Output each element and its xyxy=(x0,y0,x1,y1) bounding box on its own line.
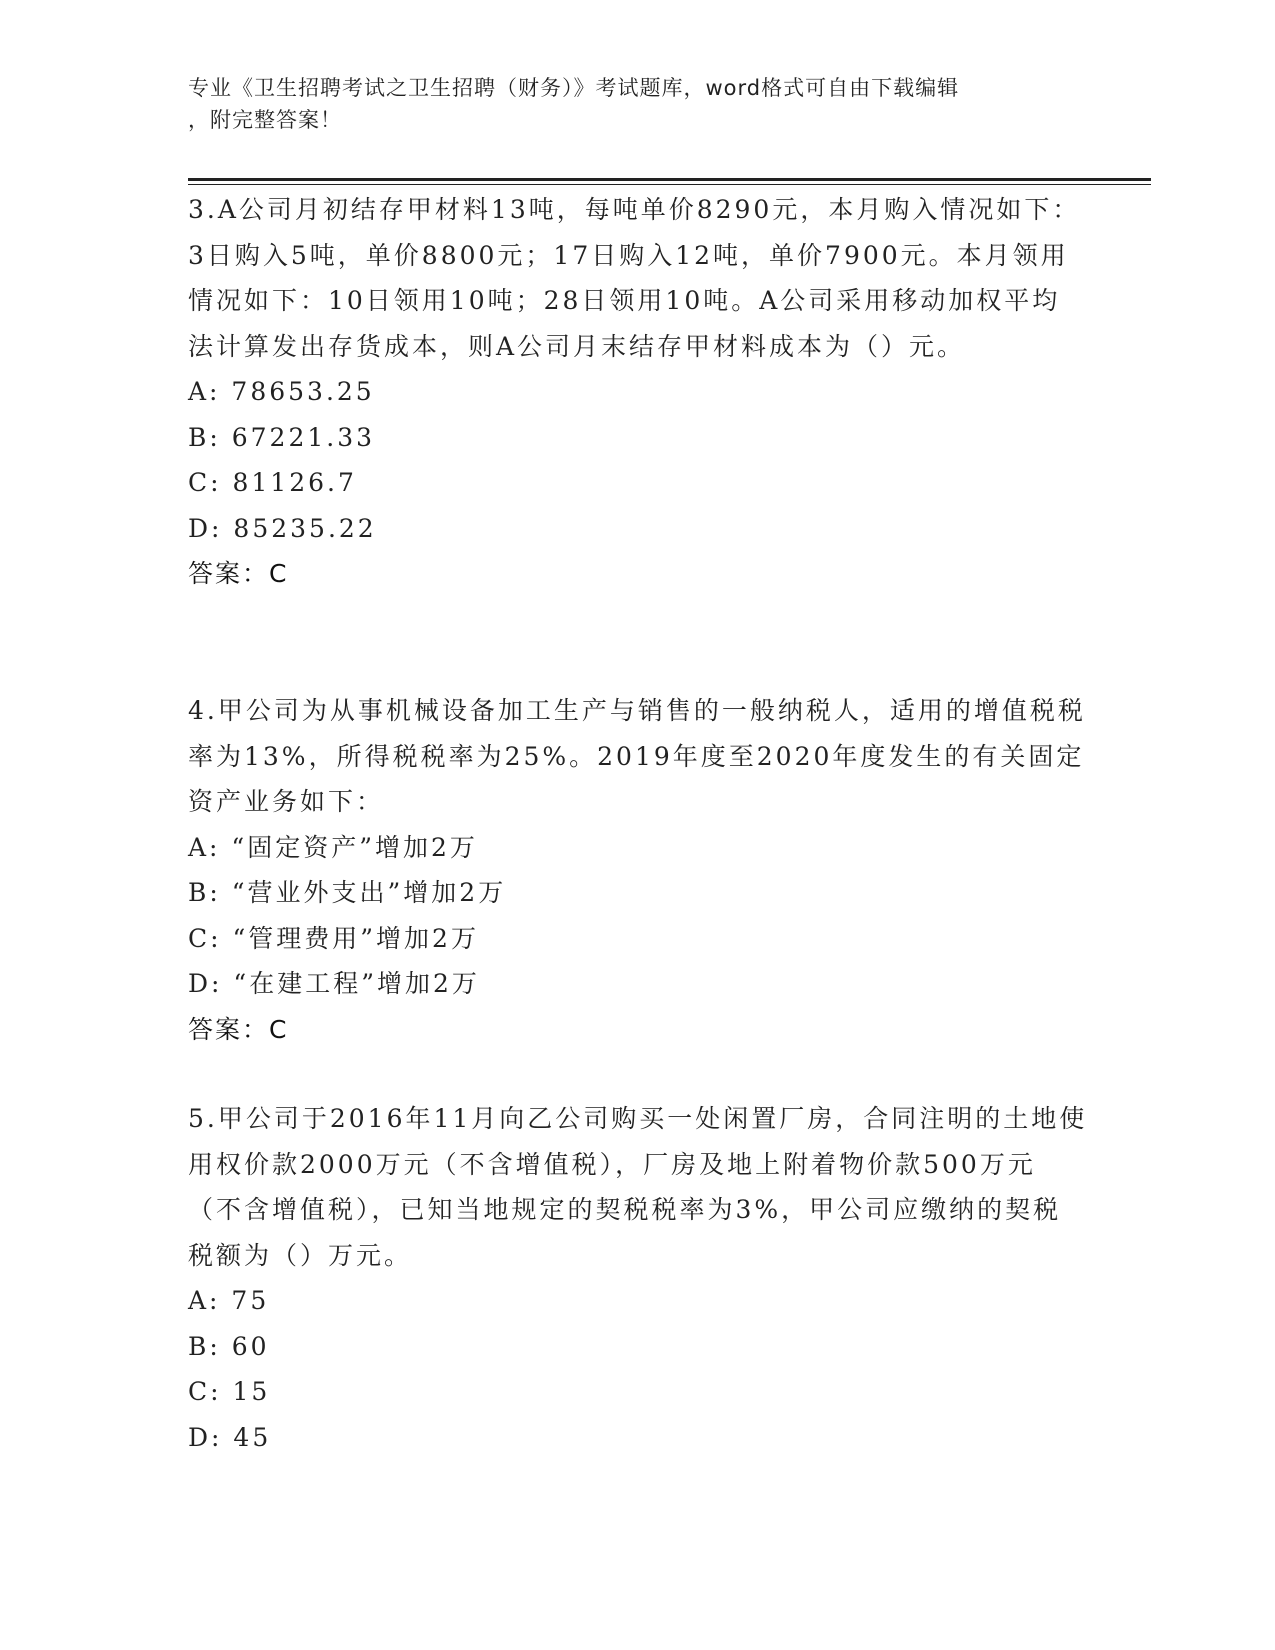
question-stem: 4.甲公司为从事机械设备加工生产与销售的一般纳税人，适用的增值税税率为13%，所得税税率为25%。2019年度至2020年度发生的有关固定资产业务如下： xyxy=(188,696,1086,816)
option-c: C: 81126.7 xyxy=(188,468,357,497)
header-divider-thick xyxy=(188,178,1151,181)
answer-line: 答案：C xyxy=(188,1014,289,1044)
option-b: B: “营业外支出”增加2万 xyxy=(188,878,507,907)
option-d: D: “在建工程”增加2万 xyxy=(188,969,480,998)
header-title-line-1: 专业《卫生招聘考试之卫生招聘（财务）》考试题库，word格式可自由下载编辑 xyxy=(188,76,960,100)
question-3 xyxy=(188,187,1088,597)
option-d: D: 85235.22 xyxy=(188,513,377,543)
question-4 xyxy=(188,688,1088,1052)
question-stem: 5.甲公司于2016年11月向乙公司购买一处闲置厂房，合同注明的土地使用权价款2000万元（不含增值税），厂房及地上附着物价款500万元（不含增值税），已知当地规定的契税税率为3%，甲公司应缴纳的契税税额为（）万元。 xyxy=(188,1104,1088,1270)
option-a: A: 78653.25 xyxy=(188,377,375,406)
option-a: A: 75 xyxy=(188,1286,270,1315)
option-c: C: 15 xyxy=(188,1377,271,1406)
question-5 xyxy=(188,1096,1088,1460)
option-a: A: “固定资产”增加2万 xyxy=(188,832,478,862)
header-title-line-2: ，附完整答案！ xyxy=(188,108,342,132)
option-c: C: “管理费用”增加2万 xyxy=(188,923,479,953)
option-d: D: 45 xyxy=(188,1422,272,1452)
question-stem: 3.A公司月初结存甲材料13吨，每吨单价8290元，本月购入情况如下：3日购入5吨，单价8800元；17日购入12吨，单价7900元。本月领用情况如下：10日领用10吨；28日领用10吨。A公司采用移动加权平均法计算发出存货成本，则A公司月末结存甲材料成本为（）元。 xyxy=(188,195,1081,361)
option-b: B: 67221.33 xyxy=(188,422,376,452)
option-b: B: 60 xyxy=(188,1331,270,1361)
header-divider-thin xyxy=(188,184,1151,185)
document-header xyxy=(188,72,1068,136)
answer-line: 答案：C xyxy=(188,559,289,588)
